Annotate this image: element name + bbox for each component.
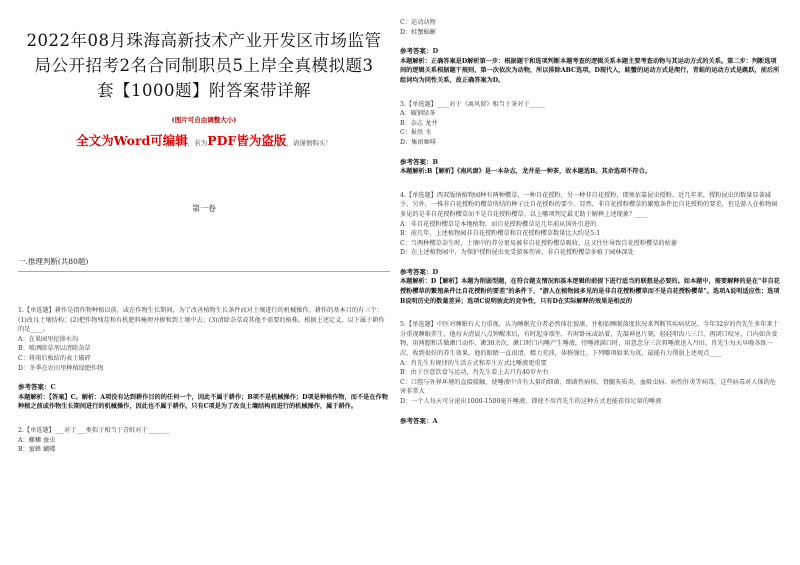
option-d: D：一个人每天可分泌出1000-1500毫升唾液，即使不用肖先生的这种方式也能获得足量的唾液 bbox=[400, 398, 662, 405]
divider bbox=[18, 271, 390, 272]
image-note: (图片可自由调整大小) bbox=[171, 116, 237, 124]
option-c: C：当两种樱草杂生时，土壤中的养分更易被非自花授粉樱草吸收，这又往往导致自花授粉樱草的枯萎 bbox=[400, 239, 677, 247]
promo-mid: ，若为 bbox=[187, 139, 208, 147]
question-stem: 1.【单选题】耕作是指作物种植以前，或在作物生长期间，为了改善植物生长条件而对土壤进行的机械操作。耕作的基本目的有三个：(1)改良土壤结构；(2)把作物残茬和有机肥料掩埋并掺和到土壤中去；(3)清除杂草或其他不需要的植株。根据上述定义，以下属于耕作的是____。 bbox=[18, 307, 385, 334]
section-heading: 一.推理判断(共80题) bbox=[18, 257, 89, 266]
option-c: C：运动动物 bbox=[400, 19, 436, 26]
option-b: B：杂志 龙井 bbox=[400, 119, 438, 127]
question-1 bbox=[18, 306, 390, 412]
option-a: A：非自花授粉樱草是本地植物，而自花授粉樱草是几年前从国外引进的 bbox=[400, 220, 597, 228]
promo-line bbox=[18, 130, 390, 149]
option-d: D：在上述植物园中，为保护授粉昆虫免受游客伤害，非自花授粉樱草多植于园林深处 bbox=[400, 249, 634, 257]
document-title bbox=[18, 28, 390, 103]
promo-pdf: PDF皆为盗版 bbox=[207, 133, 287, 148]
option-a: A：肖先生有规律的生活方式和养生方式比唾液更重要 bbox=[400, 359, 547, 367]
answer-explanation: 本题解析：D【解析】本题为削弱型题，在符合题支情况和基本逻辑的前提下进行适当的联想是必要的。如本题中，需要解释的是在"非自花授粉樱草的繁殖条件比自花授粉的要差"的条件下，"游人在植物园多见的是非自花授粉樱草而不是自花授粉樱草"。选项A说明适应性；选项B说明历史的数量差异；选项C说明彼此的竞争性，只有D在实际解释的效果是相反的 bbox=[400, 278, 780, 305]
answer-label: 参考答案：B bbox=[400, 157, 438, 166]
question-4 bbox=[400, 191, 782, 307]
title-line: 局公开招考2名合同制职员5上岸全真模拟题3 bbox=[34, 56, 374, 75]
question-stem: 4.【单选题】西双版纳植物园种有两种樱草，一种自花授粉，另一种非自花授粉，即须依靠昆虫授粉。近几年来，授粉昆虫的数量显著减少，另外，一株非自花授粉的樱草所结的种子比自花授粉的要少。显然，非自花授粉樱草的繁殖条件比自花授粉的要差，但是游人在植物园多见的是非自花授粉樱草而不是自花授粉樱草。以上哪项判定最无助于解释上述现象？____ bbox=[400, 191, 778, 218]
option-b: B：由于注意饮食与运动，肖先生看上去只有40岁左右 bbox=[400, 369, 549, 377]
option-d: D：集团咖啡 bbox=[400, 138, 436, 146]
option-b: B：蜜蜂 蝴蝶 bbox=[18, 446, 56, 454]
answer-label: 参考答案：D bbox=[400, 267, 439, 276]
question-5 bbox=[400, 320, 782, 426]
title-line: 2022年08月珠海高新技术产业开发区市场监管 bbox=[26, 31, 382, 50]
title-line: 套【1000题】附答案带详解 bbox=[97, 81, 311, 100]
answer-explanation: 本题解析：【答案】C。解析：A项没有达到耕作目的的任何一个，因此不属于耕作；B项不是机械操作；D项是种植作物，而不是在作物种植之前或作物生长期间进行的机械操作，因此也不属于耕作。只有C项是为了改良土壤结构而进行的机械操作，属于耕作。 bbox=[18, 393, 388, 411]
option-a: A：螺蛳 蚕虫 bbox=[18, 436, 56, 444]
question-3 bbox=[400, 100, 782, 177]
option-d: D：蛙蟹蜗蜥 bbox=[400, 28, 436, 36]
answer-explanation: 本题解析：正确答案是D解析第一步：根据题干和选项判断本题考查的逻辑关系本题主要考查动物与其运动方式的关系。第二步：判断选项间的逻辑关系根据题干规则，第一次依次为动物，所以排除ABC选项。D现代入，蛙蟹的运动方式是爬行，青蛙的运动方式是跳跃，前后所组词均为同性关系，故正确答案为D。 bbox=[400, 57, 780, 84]
option-b: B：喷洒除草剂以清除杂草 bbox=[18, 345, 91, 353]
question-stem: 2.【单选题】___对于___类似于相当于青蛙对于_______ bbox=[18, 426, 170, 434]
right-column bbox=[400, 18, 782, 426]
option-d: D：冬季在农田里种植绿肥作物 bbox=[18, 364, 104, 372]
answer-label: 参考答案：A bbox=[400, 416, 438, 425]
option-b: B：前几年，上述植物园非自花授粉樱草和自花授粉樱草数量比大约是5:1 bbox=[400, 230, 601, 238]
promo-word: 全文为Word可编辑 bbox=[76, 133, 188, 148]
option-a: A：在果园里挖排水沟 bbox=[18, 335, 79, 343]
option-c: C：报纸 水 bbox=[400, 129, 432, 137]
answer-explanation: 本题解析:B【解析】《南风窗》是一本杂志，龙井是一种茶，故本题选B。其余选项不符合。 bbox=[400, 168, 651, 176]
answer-label: 参考答案：C bbox=[18, 383, 56, 392]
question-stem: 3.【单选题】____对于《离风留》相当于茶对于_____ bbox=[400, 100, 546, 108]
option-c: C：将雨后板结的表土破碎 bbox=[18, 354, 91, 362]
question-2 bbox=[18, 426, 390, 455]
answer-label: 参考答案：D bbox=[400, 47, 439, 56]
question-2-continued bbox=[400, 18, 782, 86]
left-column bbox=[18, 18, 390, 455]
option-a: A：碾钢绿茶 bbox=[400, 110, 436, 118]
volume-heading: 第一卷 bbox=[192, 204, 216, 213]
promo-tail: ，请谨慎购买！ bbox=[286, 139, 332, 147]
option-c: C：口腔与外界环境的直接接触，使唾液中含有大量的细菌、细菌性病疾、脊髓灰质炎、血吸虫病、病性肝炎等病毒，这些病毒对人体的危害非常大 bbox=[400, 378, 776, 396]
question-stem: 5.【单选题】中医对睡眠有大力重视，认为睡眠充分者必然体壮貌康，并相依睡眠落度状况来判断其疾病状况。今年32岁的肖先生多年来十分重视睡眠养生，他每天清晨八点钟醒来后，有时起身端坐，有时卧床或站着，先凝神息片刻，轻轻叩齿八三口，再闭口咬牙，口内如含食物，用两腮和舌做漱口动作，漱30余次，漱口时口内唾产生唾液，待唾液满口时，用意念分三次将唾液送入丹田。肖先生每天早晚各练一次，收到很好的养生效果，他的眼睛一直很清，精力充沛，体格强壮。下列哪项如果为真，最能有力削弱上述观点____ bbox=[400, 321, 779, 358]
